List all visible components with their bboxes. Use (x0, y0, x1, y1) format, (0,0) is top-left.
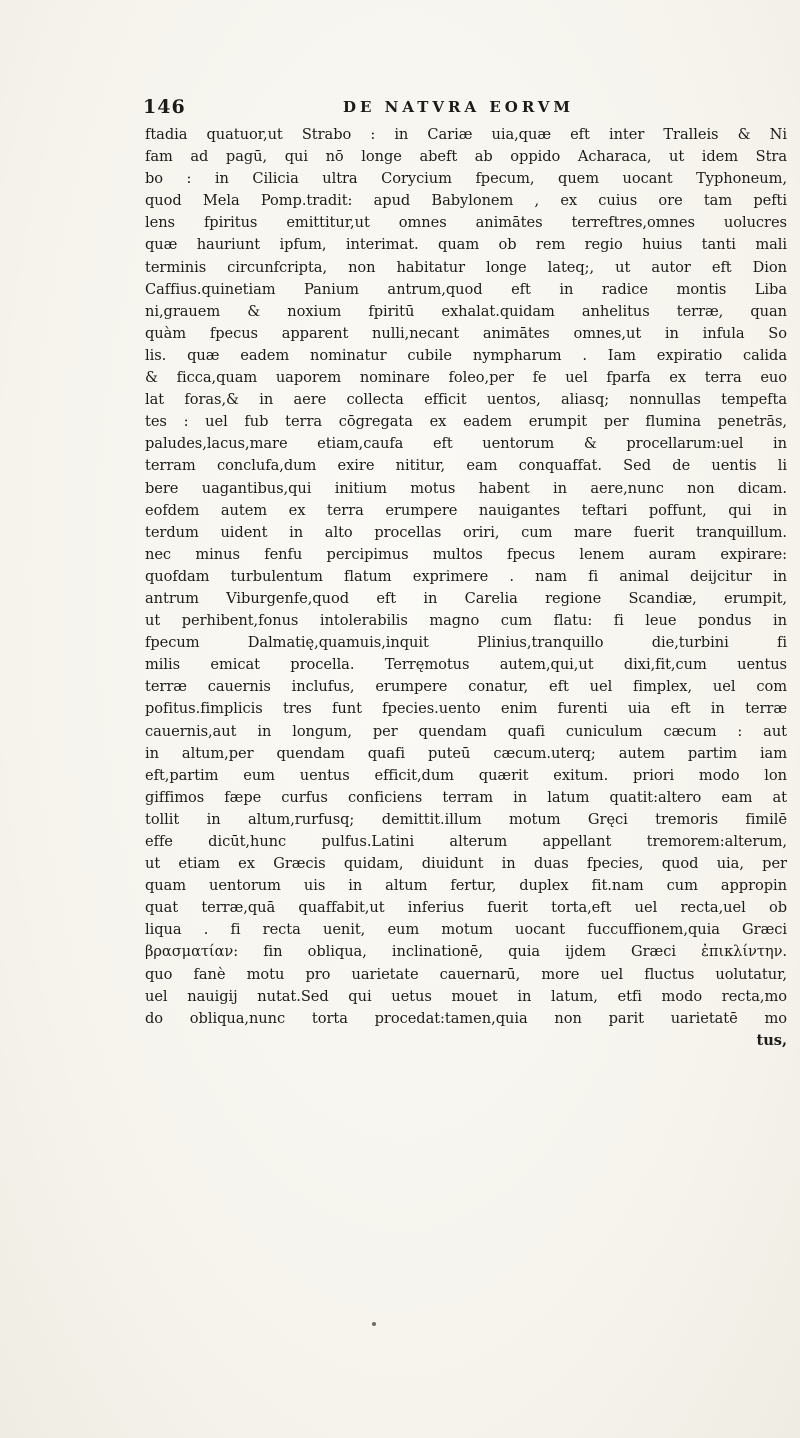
text-line: paludes,lacus,mare etiam,caufa eft uentorum & procellarum:uel in (145, 435, 787, 453)
text-line: milis emicat procella. Terręmotus autem,qui,ut dixi,fit,cum uentus (145, 656, 787, 674)
running-head: DE NATVRA EORVM (343, 98, 574, 116)
text-line: eofdem autem ex terra erumpere nauigantes teftari poffunt, qui in (145, 501, 787, 519)
text-line: quod Mela Pomp.tradit: apud Babylonem , ex cuius ore tam pefti (145, 192, 787, 210)
text-line: terdum uident in alto procellas oriri, cum mare fuerit tranquillum. (145, 523, 787, 541)
text-line: nec minus fenfu percipimus multos fpecus lenem auram expirare: (145, 545, 787, 563)
text-line: quo fanè motu pro uarietate cauernarū, more uel fluctus uolutatur, (145, 965, 787, 983)
text-line: tollit in altum,rurfusq; demittit.illum motum Gręci tremoris fimilē (145, 810, 787, 828)
catchword: tus, (756, 1031, 787, 1049)
text-line: Caffius.quinetiam Panium antrum,quod eft in radice montis Liba (145, 280, 787, 298)
text-line: lat foras,& in aere collecta efficit uentos, aliasq; nonnullas tempefta (145, 391, 787, 409)
text-line: tes : uel fub terra cōgregata ex eadem erumpit per flumina penetrās, (145, 413, 787, 431)
text-line: fam ad pagū, qui nō longe abeft ab oppido Acharaca, ut idem Stra (145, 148, 787, 166)
text-line: quat terræ,quā quaffabit,ut inferius fuerit torta,eft uel recta,uel ob (145, 899, 787, 917)
text-line: liqua . fi recta uenit, eum motum uocant fuccuffionem,quia Græci (145, 921, 787, 939)
text-line: quàm fpecus apparent nulli,necant animātes omnes,ut in infula So (145, 324, 787, 342)
text-line: terræ cauernis inclufus, erumpere conatur, eft uel fimplex, uel com (145, 678, 787, 696)
text-line: giffimos fæpe curfus conficiens terram in latum quatit:altero eam at (145, 788, 787, 806)
text-line: fpecum Dalmatię,quamuis,inquit Plinius,tranquillo die,turbini fi (145, 634, 787, 652)
text-line: effe dicūt,hunc pulfus.Latini alterum appellant tremorem:alterum, (145, 833, 787, 850)
text-line: eft,partim eum uentus efficit,dum quærit exitum. priori modo lon (145, 766, 787, 784)
text-line: in altum,per quendam quafi puteū cæcum.uterq; autem partim iam (145, 744, 787, 762)
text-line: terminis circunfcripta, non habitatur longe lateq;, ut autor eft Dion (145, 258, 787, 276)
text-line: βρασματίαν: fin obliqua, inclinationē, quia ijdem Græci ἐπικλίντην. (145, 943, 787, 961)
ink-speck (372, 1322, 376, 1326)
text-line: lens fpiritus emittitur,ut omnes animātes terreftres,omnes uolucres (145, 214, 787, 232)
text-line: ftadia quatuor,ut Strabo : in Cariæ uia,quæ eft inter Tralleis & Ni (145, 126, 787, 143)
page-header (143, 96, 783, 126)
text-line: antrum Viburgenfe,quod eft in Carelia regione Scandiæ, erumpit, (145, 589, 787, 607)
text-line: ni,grauem & noxium fpiritū exhalat.quidam anhelitus terræ, quan (145, 302, 787, 320)
text-line: quam uentorum uis in altum fertur, duplex fit.nam cum appropin (145, 877, 787, 895)
text-line: pofitus.fimplicis tres funt fpecies.uento enim furenti uia eft in terræ (145, 700, 787, 718)
text-line: & ficca,quam uaporem nominare foleo,per fe uel fparfa ex terra euo (145, 369, 787, 387)
text-line: terram conclufa,dum exire nititur, eam conquaffat. Sed de uentis li (145, 457, 787, 475)
text-line: do obliqua,nunc torta procedat:tamen,quia non parit uarietatē mo (145, 1009, 787, 1027)
text-line: cauernis,aut in longum, per quendam quafi cuniculum cæcum : aut (145, 722, 787, 740)
text-line: ut perhibent,fonus intolerabilis magno cum flatu: fi leue pondus in (145, 612, 787, 630)
text-line: uel nauigij nutat.Sed qui uetus mouet in latum, etfi modo recta,mo (145, 987, 787, 1005)
text-line: quofdam turbulentum flatum exprimere . nam fi animal deijcitur in (145, 567, 787, 585)
text-line: bo : in Cilicia ultra Corycium fpecum, quem uocant Typhoneum, (145, 170, 787, 188)
text-line: ut etiam ex Græcis quidam, diuidunt in duas fpecies, quod uia, per (145, 855, 787, 873)
text-line: quæ hauriunt ipfum, interimat. quam ob rem regio huius tanti mali (145, 236, 787, 254)
text-line: bere uagantibus,qui initium motus habent in aere,nunc non dicam. (145, 479, 787, 497)
body-text (145, 124, 787, 1052)
page-number: 146 (143, 96, 186, 118)
text-line: lis. quæ eadem nominatur cubile nympharum . Iam expiratio calida (145, 346, 787, 364)
